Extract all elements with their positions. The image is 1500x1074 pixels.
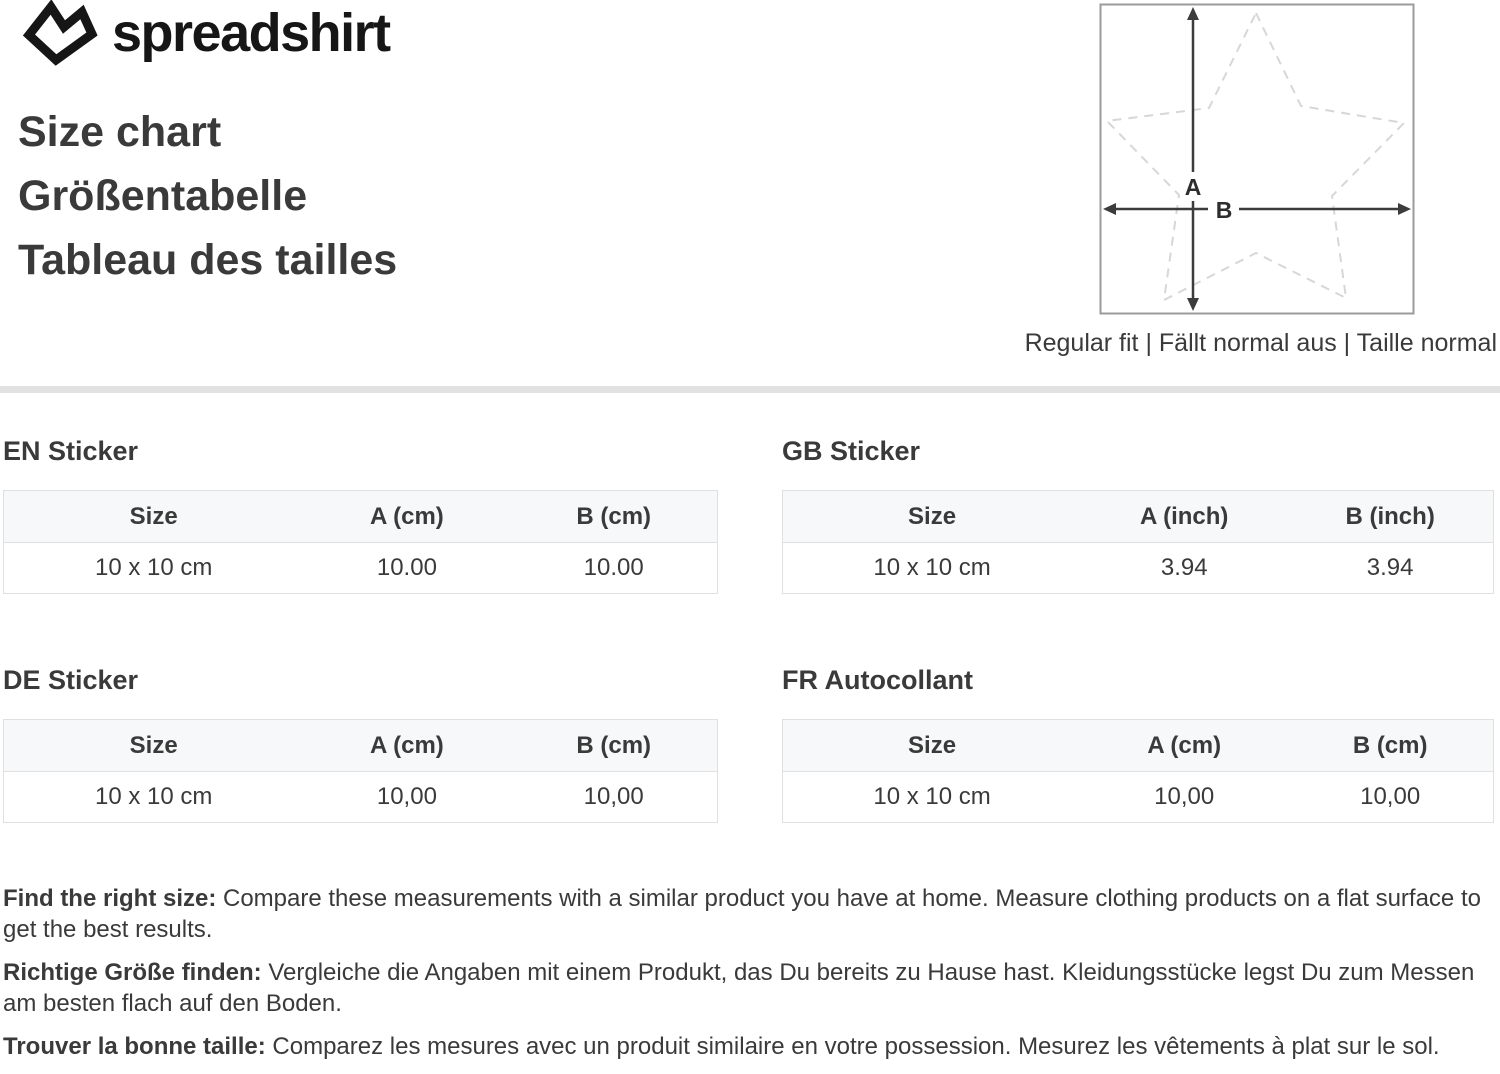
section-en-sticker	[3, 437, 718, 594]
spreadshirt-heart-icon	[24, 2, 96, 64]
col-header-a: A (inch)	[1081, 491, 1287, 543]
col-header-b: B (cm)	[510, 720, 717, 772]
cell-a: 10,00	[303, 772, 510, 823]
brand-logo	[24, 2, 390, 64]
page-title-block	[18, 100, 397, 292]
help-text-en: Compare these measurements with a similar product you have at home. Measure clothing products on a flat surface to get the best results.	[3, 885, 1481, 943]
col-header-b: B (inch)	[1287, 491, 1493, 543]
fit-note: Regular fit | Fällt normal aus | Taille normal	[1024, 329, 1497, 357]
width-arrow-label: B	[1215, 197, 1233, 223]
page-title-en: Size chart	[18, 108, 222, 156]
sizing-help	[3, 883, 1495, 1074]
size-table-gb	[782, 490, 1494, 594]
help-paragraph-fr	[3, 1031, 1495, 1062]
table-row	[4, 543, 718, 594]
section-de-sticker	[3, 666, 718, 823]
col-header-a: A (cm)	[1081, 720, 1287, 772]
col-header-b: B (cm)	[1287, 720, 1493, 772]
section-title: EN Sticker	[3, 436, 139, 466]
diagram-box	[1101, 5, 1414, 314]
col-header-a: A (cm)	[303, 491, 510, 543]
col-header-size: Size	[783, 491, 1082, 543]
page-title-fr: Tableau des tailles	[18, 236, 398, 284]
cell-size: 10 x 10 cm	[783, 543, 1082, 594]
cell-size: 10 x 10 cm	[4, 772, 304, 823]
page-title-de: Größentabelle	[18, 172, 308, 220]
table-header-row	[783, 491, 1494, 543]
table-row	[783, 772, 1494, 823]
col-header-size: Size	[4, 720, 304, 772]
col-header-size: Size	[4, 491, 304, 543]
section-gb-sticker	[782, 437, 1494, 594]
size-table-fr	[782, 719, 1494, 823]
cell-a: 10.00	[303, 543, 510, 594]
size-table-en	[3, 490, 718, 594]
height-arrow-label: A	[1184, 174, 1202, 200]
table-row	[4, 772, 718, 823]
measurement-diagram	[1099, 3, 1415, 315]
col-header-a: A (cm)	[303, 720, 510, 772]
table-row	[783, 543, 1494, 594]
table-header-row	[4, 491, 718, 543]
cell-b: 3.94	[1287, 543, 1493, 594]
section-title: FR Autocollant	[782, 665, 973, 695]
help-paragraph-de	[3, 957, 1495, 1019]
col-header-b: B (cm)	[510, 491, 717, 543]
section-divider	[0, 386, 1500, 393]
section-title: GB Sticker	[782, 436, 921, 466]
cell-b: 10,00	[510, 772, 717, 823]
cell-b: 10,00	[1287, 772, 1493, 823]
cell-b: 10.00	[510, 543, 717, 594]
help-text-fr: Comparez les mesures avec un produit similaire en votre possession. Mesurez les vêtements à plat sur le sol.	[265, 1033, 1440, 1060]
help-text-de: Vergleiche die Angaben mit einem Produkt, das Du bereits zu Hause hast. Kleidungsstücke legst Du zum Messen am besten flach auf den Boden.	[3, 959, 1475, 1017]
table-header-row	[783, 720, 1494, 772]
cell-a: 10,00	[1081, 772, 1287, 823]
cell-size: 10 x 10 cm	[783, 772, 1082, 823]
help-lead-de: Richtige Größe finden:	[3, 959, 262, 986]
cell-size: 10 x 10 cm	[4, 543, 304, 594]
col-header-size: Size	[783, 720, 1082, 772]
size-table-de	[3, 719, 718, 823]
help-paragraph-en	[3, 883, 1495, 945]
help-lead-en: Find the right size:	[3, 885, 217, 912]
help-lead-fr: Trouver la bonne taille:	[3, 1033, 266, 1060]
table-header-row	[4, 720, 718, 772]
brand-name: spreadshirt	[112, 3, 390, 63]
cell-a: 3.94	[1081, 543, 1287, 594]
section-title: DE Sticker	[3, 665, 139, 695]
section-fr-autocollant	[782, 666, 1494, 823]
